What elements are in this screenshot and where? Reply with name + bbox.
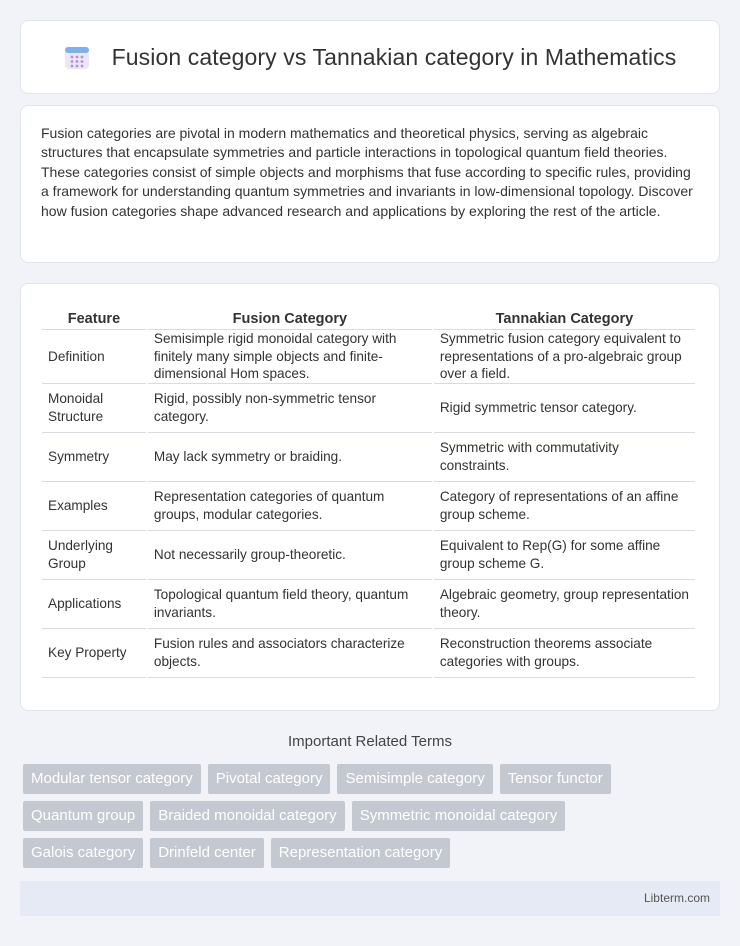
- tannakian-cell: Rigid symmetric tensor category.: [434, 384, 695, 433]
- tag-modular-tensor-category[interactable]: Modular tensor category: [23, 764, 201, 794]
- tag-tensor-functor[interactable]: Tensor functor: [500, 764, 611, 794]
- related-terms-list: [23, 764, 723, 875]
- comparison-table: [40, 305, 697, 678]
- tag-representation-category[interactable]: Representation category: [271, 838, 450, 868]
- intro-card: [20, 105, 720, 263]
- fusion-cell: Topological quantum field theory, quantum invariants.: [148, 580, 432, 629]
- tag-row: [23, 838, 723, 868]
- tag-row: [23, 764, 723, 794]
- tag-braided-monoidal-category[interactable]: Braided monoidal category: [150, 801, 344, 831]
- feature-cell: Monoidal Structure: [42, 384, 146, 433]
- tag-row: [23, 801, 723, 831]
- fusion-cell: Fusion rules and associators characterize objects.: [148, 629, 432, 678]
- tannakian-cell: Reconstruction theorems associate categories with groups.: [434, 629, 695, 678]
- fusion-cell: May lack symmetry or braiding.: [148, 433, 432, 482]
- header-fusion-category: Fusion Category: [148, 305, 432, 330]
- fusion-cell: Rigid, possibly non-symmetric tensor category.: [148, 384, 432, 433]
- tannakian-cell: Symmetric with commutativity constraints.: [434, 433, 695, 482]
- related-terms-title: Important Related Terms: [288, 733, 452, 750]
- table-row: [42, 482, 695, 531]
- table-row: [42, 433, 695, 482]
- fusion-cell: Semisimple rigid monoidal category with finitely many simple objects and finite-dimensional Hom spaces.: [148, 330, 432, 384]
- tannakian-cell: Algebraic geometry, group representation theory.: [434, 580, 695, 629]
- tag-galois-category[interactable]: Galois category: [23, 838, 143, 868]
- tag-pivotal-category[interactable]: Pivotal category: [208, 764, 331, 794]
- feature-cell: Key Property: [42, 629, 146, 678]
- tag-symmetric-monoidal-category[interactable]: Symmetric monoidal category: [352, 801, 566, 831]
- feature-cell: Underlying Group: [42, 531, 146, 580]
- tag-drinfeld-center[interactable]: Drinfeld center: [150, 838, 264, 868]
- tag-semisimple-category[interactable]: Semisimple category: [337, 764, 492, 794]
- feature-cell: Examples: [42, 482, 146, 531]
- table-row: [42, 531, 695, 580]
- fusion-cell: Representation categories of quantum groups, modular categories.: [148, 482, 432, 531]
- table-header-row: [42, 305, 695, 330]
- tannakian-cell: Category of representations of an affine group scheme.: [434, 482, 695, 531]
- feature-cell: Symmetry: [42, 433, 146, 482]
- fusion-cell: Not necessarily group-theoretic.: [148, 531, 432, 580]
- feature-cell: Definition: [42, 330, 146, 384]
- table-row: [42, 384, 695, 433]
- title-card: [20, 20, 720, 94]
- header-tannakian-category: Tannakian Category: [434, 305, 695, 330]
- comparison-card: [20, 283, 720, 711]
- table-row: [42, 580, 695, 629]
- table-row: [42, 629, 695, 678]
- footer-site-link[interactable]: Libterm.com: [643, 891, 710, 905]
- table-row: [42, 330, 695, 384]
- calendar-grid-icon: [64, 44, 90, 70]
- tannakian-cell: Equivalent to Rep(G) for some affine group scheme G.: [434, 531, 695, 580]
- tag-quantum-group[interactable]: Quantum group: [23, 801, 143, 831]
- header-feature: Feature: [42, 305, 146, 330]
- page-title: Fusion category vs Tannakian category in Mathematics: [111, 43, 677, 70]
- intro-paragraph: Fusion categories are pivotal in modern mathematics and theoretical physics, serving as algebraic structures that encapsulate symmetries and particle interactions in topological quantum field theories. These categories consist of simple objects and morphisms that fuse according to specific rules, providing a framework for understanding quantum symmetries and invariants in low-dimensional topology. Discover how fusion categories shape advanced research and applications by exploring the rest of the article.: [41, 125, 693, 219]
- tannakian-cell: Symmetric fusion category equivalent to representations of a pro-algebraic group over a field.: [434, 330, 695, 384]
- footer: [20, 881, 720, 916]
- feature-cell: Applications: [42, 580, 146, 629]
